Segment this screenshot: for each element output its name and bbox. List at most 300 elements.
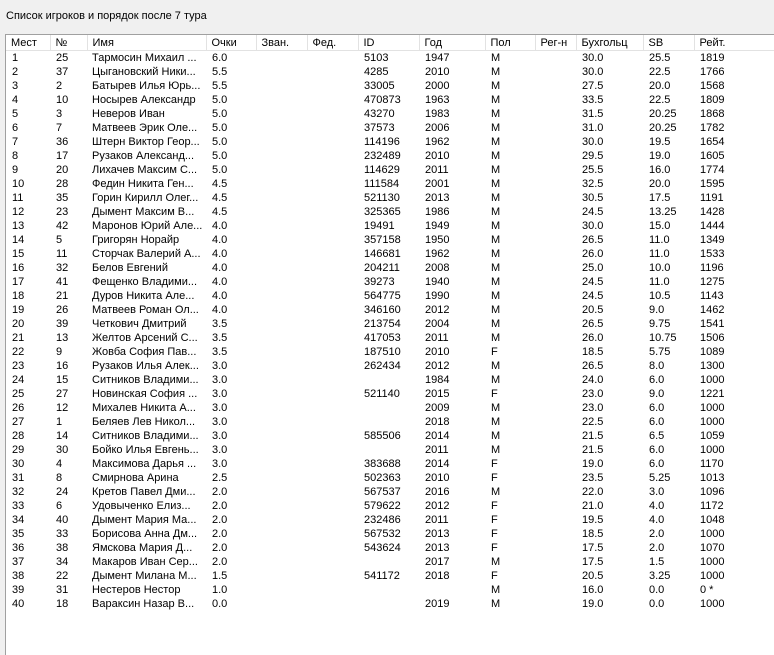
cell-title	[256, 541, 307, 555]
table-row[interactable]	[6, 205, 774, 219]
cell-federation	[307, 415, 358, 429]
cell-points: 1.0	[212, 584, 228, 596]
cell-sb: 6.0	[649, 458, 665, 470]
cell-sb: 13.25	[649, 206, 677, 218]
cell-points: 3.0	[212, 374, 228, 386]
cell-name: Маронов Юрий Але...	[92, 220, 203, 232]
cell-federation	[307, 247, 358, 261]
table-row[interactable]	[6, 387, 774, 401]
cell-rating: 1605	[700, 150, 725, 162]
cell-number: 12	[56, 402, 69, 414]
cell-points: 3.0	[212, 402, 228, 414]
table-row[interactable]	[6, 121, 774, 135]
cell-sb: 19.0	[649, 150, 671, 162]
table-row[interactable]	[6, 527, 774, 541]
cell-id: 232489	[364, 150, 401, 162]
cell-rating: 1089	[700, 346, 725, 358]
cell-year: 2010	[425, 472, 450, 484]
cell-id: 325365	[364, 206, 401, 218]
cell-buchholz: 26.5	[582, 234, 604, 246]
cell-year: 2013	[425, 542, 450, 554]
cell-name: Дымент Максим В...	[92, 206, 195, 218]
cell-sb: 4.0	[649, 500, 665, 512]
cell-name: Вараксин Назар В...	[92, 598, 195, 610]
cell-region	[535, 303, 576, 317]
table-row[interactable]	[6, 275, 774, 289]
cell-name: Дымент Мария Ма...	[92, 514, 197, 526]
cell-rating: 1868	[700, 108, 725, 120]
cell-rating: 1349	[700, 234, 725, 246]
cell-points: 5.5	[212, 80, 228, 92]
cell-region	[535, 457, 576, 471]
cell-rating: 1196	[700, 262, 724, 274]
cell-name: Федин Никита Ген...	[92, 178, 194, 190]
cell-name: Рузаков Александ...	[92, 150, 195, 162]
cell-points: 2.0	[212, 542, 228, 554]
cell-federation	[307, 51, 358, 66]
cell-id: 43270	[364, 108, 395, 120]
cell-number: 16	[56, 360, 69, 372]
cell-points: 2.0	[212, 528, 228, 540]
cell-id	[358, 597, 419, 611]
table-row[interactable]	[6, 51, 774, 66]
cell-place: 27	[12, 416, 25, 428]
cell-rating: 1000	[700, 416, 725, 428]
cell-title	[256, 555, 307, 569]
cell-sex: M	[491, 290, 501, 302]
table-row[interactable]	[6, 331, 774, 345]
cell-points: 5.0	[212, 150, 228, 162]
column-header-buchholz[interactable]: Бухгольц	[576, 35, 643, 51]
column-header-name[interactable]: Имя	[87, 35, 206, 51]
cell-buchholz: 22.0	[582, 486, 604, 498]
cell-id: 357158	[364, 234, 401, 246]
column-header-number[interactable]: №	[50, 35, 87, 51]
cell-federation	[307, 373, 358, 387]
cell-title	[256, 135, 307, 149]
table-row[interactable]	[6, 303, 774, 317]
column-header-sb[interactable]: SB	[643, 35, 694, 51]
cell-year: 2011	[425, 514, 449, 526]
cell-id	[358, 583, 419, 597]
cell-sex: M	[491, 164, 501, 176]
column-header-region[interactable]: Рег-н	[535, 35, 576, 51]
table-row[interactable]	[6, 471, 774, 485]
cell-name: Матвеев Эрик Оле...	[92, 122, 198, 134]
cell-rating: 1172	[700, 500, 724, 512]
cell-title	[256, 373, 307, 387]
cell-rating: 1000	[700, 556, 725, 568]
cell-buchholz: 30.0	[582, 66, 604, 78]
cell-number: 18	[56, 598, 69, 610]
table-row[interactable]	[6, 513, 774, 527]
table-row[interactable]	[6, 499, 774, 513]
cell-buchholz: 27.5	[582, 80, 604, 92]
cell-sb: 2.0	[649, 542, 665, 554]
table-row[interactable]	[6, 429, 774, 443]
cell-title	[256, 233, 307, 247]
column-header-place[interactable]: Мест	[6, 35, 50, 51]
cell-buchholz: 16.0	[582, 584, 604, 596]
cell-points: 4.0	[212, 304, 228, 316]
cell-region	[535, 177, 576, 191]
cell-federation	[307, 499, 358, 513]
cell-title	[256, 191, 307, 205]
cell-sb: 4.0	[649, 514, 665, 526]
cell-federation	[307, 121, 358, 135]
cell-id	[358, 373, 419, 387]
cell-place: 36	[12, 542, 25, 554]
cell-buchholz: 25.5	[582, 164, 604, 176]
cell-name: Ямскова Мария Д...	[92, 542, 193, 554]
cell-name: Четкович Дмитрий	[92, 318, 187, 330]
cell-federation	[307, 289, 358, 303]
cell-number: 38	[56, 542, 69, 554]
column-header-rating[interactable]: Рейт.	[694, 35, 774, 51]
cell-sex: M	[491, 584, 501, 596]
cell-place: 30	[12, 458, 25, 470]
cell-place: 16	[12, 262, 25, 274]
cell-sb: 6.5	[649, 430, 665, 442]
cell-points: 3.5	[212, 318, 228, 330]
cell-region	[535, 583, 576, 597]
table-body	[6, 51, 774, 612]
cell-title	[256, 177, 307, 191]
cell-points: 3.0	[212, 458, 228, 470]
cell-id: 383688	[364, 458, 401, 470]
cell-name: Цыгановский Ники...	[92, 66, 196, 78]
cell-rating: 1568	[700, 80, 725, 92]
table-row[interactable]	[6, 345, 774, 359]
cell-name: Желтов Арсений С...	[92, 332, 198, 344]
cell-year: 2012	[425, 500, 450, 512]
table-row[interactable]	[6, 219, 774, 233]
cell-year: 2011	[425, 444, 449, 456]
cell-points: 2.5	[212, 472, 228, 484]
cell-place: 11	[12, 192, 24, 204]
cell-buchholz: 24.0	[582, 374, 604, 386]
cell-name: Лихачев Максим С...	[92, 164, 198, 176]
cell-title	[256, 121, 307, 135]
column-header-id[interactable]: ID	[358, 35, 419, 51]
cell-place: 4	[12, 94, 19, 106]
cell-federation	[307, 177, 358, 191]
cell-id: 187510	[364, 346, 401, 358]
cell-points: 2.0	[212, 500, 228, 512]
column-header-federation[interactable]: Фед.	[307, 35, 358, 51]
cell-title	[256, 569, 307, 583]
cell-number: 20	[56, 164, 69, 176]
table-row[interactable]	[6, 583, 774, 597]
cell-name: Фещенко Владими...	[92, 276, 198, 288]
cell-place: 19	[12, 304, 25, 316]
column-header-sex[interactable]: Пол	[485, 35, 535, 51]
cell-title	[256, 261, 307, 275]
cell-sb: 5.75	[649, 346, 671, 358]
cell-id: 541172	[364, 570, 400, 582]
cell-federation	[307, 205, 358, 219]
cell-sex: F	[491, 500, 498, 512]
cell-year: 2016	[425, 486, 450, 498]
table-row[interactable]	[6, 65, 774, 79]
cell-year: 2014	[425, 430, 450, 442]
cell-rating: 0 *	[700, 584, 714, 596]
table-row[interactable]	[6, 555, 774, 569]
cell-title	[256, 303, 307, 317]
cell-sb: 11.0	[649, 248, 670, 260]
table-row[interactable]	[6, 261, 774, 275]
cell-sb: 22.5	[649, 94, 671, 106]
cell-id: 114629	[364, 164, 400, 176]
cell-sex: M	[491, 220, 501, 232]
cell-points: 4.0	[212, 276, 228, 288]
table-row[interactable]	[6, 135, 774, 149]
table-row[interactable]	[6, 443, 774, 457]
table-row[interactable]	[6, 149, 774, 163]
cell-year: 2018	[425, 570, 450, 582]
cell-title	[256, 583, 307, 597]
cell-year: 2000	[425, 80, 450, 92]
cell-points: 3.0	[212, 360, 228, 372]
cell-id: 502363	[364, 472, 401, 484]
cell-year: 1963	[425, 94, 450, 106]
cell-rating: 1654	[700, 136, 725, 148]
cell-region	[535, 219, 576, 233]
cell-region	[535, 471, 576, 485]
cell-number: 37	[56, 66, 69, 78]
cell-sb: 2.0	[649, 528, 665, 540]
table-row[interactable]	[6, 485, 774, 499]
cell-place: 10	[12, 178, 25, 190]
cell-rating: 1221	[700, 388, 725, 400]
cell-sex: M	[491, 374, 501, 386]
cell-place: 34	[12, 514, 25, 526]
cell-place: 5	[12, 108, 19, 120]
cell-title	[256, 289, 307, 303]
cell-number: 4	[56, 458, 63, 470]
cell-number: 32	[56, 262, 69, 274]
cell-title	[256, 331, 307, 345]
cell-sb: 1.5	[649, 556, 665, 568]
cell-buchholz: 24.5	[582, 206, 604, 218]
cell-name: Штерн Виктор Геор...	[92, 136, 200, 148]
table-row[interactable]	[6, 401, 774, 415]
cell-place: 33	[12, 500, 25, 512]
cell-points: 2.0	[212, 514, 228, 526]
cell-points: 0.0	[212, 598, 228, 610]
cell-year: 1940	[425, 276, 450, 288]
cell-id: 39273	[364, 276, 395, 288]
table-row[interactable]	[6, 79, 774, 93]
cell-place: 38	[12, 570, 25, 582]
cell-name: Дуров Никита Але...	[92, 290, 195, 302]
cell-region	[535, 443, 576, 457]
cell-region	[535, 373, 576, 387]
window-caption: Список игроков и порядок после 7 тура	[6, 10, 207, 22]
cell-region	[535, 149, 576, 163]
cell-title	[256, 499, 307, 513]
cell-year: 2011	[425, 332, 449, 344]
cell-points: 3.5	[212, 332, 228, 344]
cell-year: 2001	[425, 178, 450, 190]
cell-rating: 1000	[700, 570, 725, 582]
table-row[interactable]	[6, 415, 774, 429]
table-row[interactable]	[6, 233, 774, 247]
table-row[interactable]	[6, 177, 774, 191]
cell-year: 1949	[425, 220, 450, 232]
cell-rating: 1170	[700, 458, 724, 470]
cell-title	[256, 163, 307, 177]
cell-sex: M	[491, 248, 501, 260]
cell-name: Дымент Милана М...	[92, 570, 197, 582]
cell-sex: F	[491, 472, 498, 484]
table-row[interactable]	[6, 569, 774, 583]
cell-region	[535, 345, 576, 359]
cell-region	[535, 65, 576, 79]
cell-place: 31	[12, 472, 25, 484]
cell-id: 111584	[364, 178, 400, 190]
players-list[interactable]	[5, 34, 774, 655]
cell-rating: 1462	[700, 304, 725, 316]
cell-federation	[307, 513, 358, 527]
cell-points: 4.0	[212, 290, 228, 302]
cell-year: 1983	[425, 108, 450, 120]
cell-sb: 17.5	[649, 192, 671, 204]
cell-name: Беляев Лев Никол...	[92, 416, 196, 428]
cell-number: 24	[56, 486, 69, 498]
cell-id: 470873	[364, 94, 401, 106]
table-row[interactable]	[6, 359, 774, 373]
players-table	[6, 35, 774, 611]
table-row[interactable]	[6, 163, 774, 177]
cell-number: 13	[56, 332, 69, 344]
cell-federation	[307, 149, 358, 163]
cell-buchholz: 30.0	[582, 52, 604, 64]
cell-sex: M	[491, 360, 501, 372]
cell-federation	[307, 331, 358, 345]
cell-federation	[307, 107, 358, 121]
cell-sb: 0.0	[649, 598, 665, 610]
cell-region	[535, 387, 576, 401]
column-header-title[interactable]: Зван.	[256, 35, 307, 51]
cell-buchholz: 21.5	[582, 444, 604, 456]
cell-buchholz: 20.5	[582, 570, 604, 582]
cell-federation	[307, 233, 358, 247]
cell-points: 6.0	[212, 52, 228, 64]
table-row[interactable]	[6, 247, 774, 261]
cell-name: Жовба София Пав...	[92, 346, 197, 358]
cell-buchholz: 23.0	[582, 402, 604, 414]
cell-points: 5.5	[212, 66, 228, 78]
table-row[interactable]	[6, 191, 774, 205]
cell-id: 204211	[364, 262, 400, 274]
cell-rating: 1300	[700, 360, 725, 372]
cell-region	[535, 555, 576, 569]
table-row[interactable]	[6, 457, 774, 471]
cell-points: 3.0	[212, 444, 228, 456]
cell-place: 20	[12, 318, 25, 330]
cell-buchholz: 26.5	[582, 318, 604, 330]
cell-sb: 9.0	[649, 388, 665, 400]
cell-id: 543624	[364, 542, 401, 554]
cell-buchholz: 26.0	[582, 332, 604, 344]
cell-name: Борисова Анна Дм...	[92, 528, 198, 540]
cell-sex: M	[491, 402, 501, 414]
cell-sex: M	[491, 304, 501, 316]
cell-rating: 1595	[700, 178, 725, 190]
cell-number: 41	[56, 276, 69, 288]
cell-number: 27	[56, 388, 69, 400]
cell-id	[358, 401, 419, 415]
cell-id: 213754	[364, 318, 401, 330]
cell-rating: 1000	[700, 444, 725, 456]
cell-points: 5.0	[212, 136, 228, 148]
cell-number: 36	[56, 136, 69, 148]
cell-federation	[307, 191, 358, 205]
cell-sb: 11.0	[649, 276, 670, 288]
cell-number: 17	[56, 150, 69, 162]
cell-number: 23	[56, 206, 69, 218]
column-header-points[interactable]: Очки	[206, 35, 256, 51]
table-row[interactable]	[6, 373, 774, 387]
cell-federation	[307, 387, 358, 401]
cell-sex: M	[491, 276, 501, 288]
column-header-year[interactable]: Год	[419, 35, 485, 51]
cell-title	[256, 597, 307, 611]
cell-year: 2010	[425, 150, 450, 162]
cell-name: Рузаков Илья Алек...	[92, 360, 199, 372]
table-row[interactable]	[6, 597, 774, 611]
cell-buchholz: 33.5	[582, 94, 604, 106]
table-row[interactable]	[6, 289, 774, 303]
table-row[interactable]	[6, 93, 774, 107]
cell-region	[535, 513, 576, 527]
cell-region	[535, 163, 576, 177]
cell-place: 13	[12, 220, 25, 232]
cell-id: 579622	[364, 500, 401, 512]
cell-place: 15	[12, 248, 25, 260]
cell-place: 22	[12, 346, 25, 358]
table-row[interactable]	[6, 541, 774, 555]
cell-place: 8	[12, 150, 19, 162]
cell-federation	[307, 583, 358, 597]
cell-id: 567537	[364, 486, 401, 498]
cell-region	[535, 205, 576, 219]
table-row[interactable]	[6, 317, 774, 331]
cell-place: 29	[12, 444, 25, 456]
cell-region	[535, 317, 576, 331]
cell-sb: 3.0	[649, 486, 665, 498]
table-row[interactable]	[6, 107, 774, 121]
cell-name: Смирнова Арина	[92, 472, 179, 484]
cell-rating: 1444	[700, 220, 725, 232]
cell-number: 1	[56, 416, 63, 428]
cell-federation	[307, 317, 358, 331]
cell-federation	[307, 303, 358, 317]
cell-rating: 1059	[700, 430, 725, 442]
cell-place: 25	[12, 388, 25, 400]
cell-rating: 1000	[700, 598, 725, 610]
cell-sb: 10.5	[649, 290, 671, 302]
cell-buchholz: 24.5	[582, 290, 604, 302]
cell-federation	[307, 429, 358, 443]
cell-place: 7	[12, 136, 19, 148]
cell-rating: 1070	[700, 542, 725, 554]
cell-sb: 6.0	[649, 416, 665, 428]
cell-place: 1	[12, 52, 19, 64]
cell-buchholz: 21.0	[582, 500, 604, 512]
cell-sex: F	[491, 570, 498, 582]
